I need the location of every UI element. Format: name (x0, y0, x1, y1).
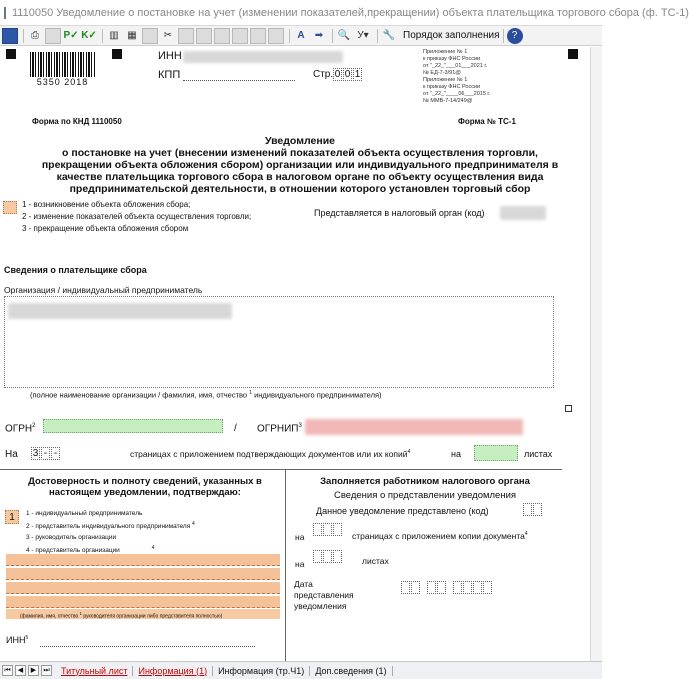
ogrn-slash: / (234, 423, 237, 434)
submission-date-field[interactable] (401, 581, 493, 594)
title-main: Уведомление (264, 135, 335, 147)
officer-sheets-cell (313, 550, 322, 563)
signer-code-field[interactable]: 1 (5, 510, 19, 524)
check-all-icon[interactable]: K✓ (81, 30, 97, 41)
window-titlebar (0, 0, 689, 26)
toolbar-separator (503, 29, 504, 43)
confirm-heading: Достоверность и полноту сведений, указанных в настоящем уведомлении, подтверждаю: (28, 476, 262, 498)
ogrnip-label: ОГРНИП$^3$ (257, 423, 302, 435)
cut-icon[interactable]: ✂ (163, 30, 173, 41)
prev-sheet-button[interactable]: ◀ (15, 665, 26, 676)
toolbar (0, 26, 602, 46)
signer-options: 1 - индивидуальный предприниматель 2 - представитель индивидуального предпринимателя $^4$ 3 - руководитель организации 4 - представитель организации $^4$ (26, 510, 195, 555)
find-icon[interactable]: A (297, 30, 305, 41)
pages-digit: - (51, 447, 60, 460)
barcode-number: 5350 2018 (30, 77, 95, 87)
page-label: Стр. (313, 69, 334, 80)
tab-info-tr1[interactable]: Информация (тр.Ч1) (213, 666, 310, 676)
sheets-on-label: на (451, 449, 461, 459)
pages-digit: - (41, 447, 50, 460)
print-preview-icon[interactable] (45, 28, 61, 44)
date-cell (427, 581, 436, 594)
page-digit: 1 (354, 69, 361, 80)
section-divider (0, 469, 562, 470)
help-icon[interactable]: ? (507, 28, 523, 44)
app-icon (4, 7, 6, 19)
date-cell (463, 581, 472, 594)
knd-code: Форма по КНД 1110050 (32, 117, 122, 126)
officer-pages-text: страницах с приложением копии документа$^4$ (352, 531, 528, 541)
officer-sheets-on-label: на (295, 559, 305, 569)
toolbar-separator (102, 29, 103, 43)
first-sheet-button[interactable]: ⏮ (2, 665, 13, 676)
grid-icon[interactable] (250, 28, 266, 44)
fio-line-4[interactable] (6, 596, 280, 608)
barcode2-icon[interactable]: ▦ (127, 30, 137, 41)
presented-code-cell (523, 503, 532, 516)
officer-sheets-label: листах (362, 556, 389, 566)
toolbar-separator (332, 29, 333, 43)
corner-marker (112, 49, 122, 59)
tab-info-1[interactable]: Информация (1) (133, 666, 213, 676)
date-cell (473, 581, 482, 594)
check-icon[interactable]: P✓ (63, 30, 79, 41)
save-icon[interactable] (2, 28, 18, 44)
org-label: Организация / индивидуальный предприниматель (4, 285, 203, 295)
presented-code-cell (533, 503, 542, 516)
pages-count[interactable] (31, 447, 61, 460)
toolbar-separator (23, 29, 24, 43)
form-title: Уведомление о постановке на учет (внесении изменений показателей объекта осуществления торговли, прекращении объекта обложения сбором) организации или индивидуального предпринимателя в качестве плательщика торгового сбора в налоговом органе по объекту осуществления вида предпринимательской деятельности, в отношении которого установлен торговый сбор (41, 135, 559, 195)
pages-digit: 3 (32, 448, 39, 459)
officer-sheets-cell (323, 550, 332, 563)
submission-subheading: Сведения о представлении уведомления (333, 490, 517, 501)
next-sheet-button[interactable]: ▶ (28, 665, 39, 676)
corner-marker (6, 49, 16, 59)
wrench-icon[interactable]: 🔧 (382, 30, 396, 41)
kpp-label: КПП (158, 69, 181, 81)
fullname-caption: (полное наименование организации / фамилия, имя, отчество $^1$ индивидуального предпринимателя) (30, 390, 382, 400)
tab-title-page[interactable]: Титульный лист (56, 666, 133, 676)
zoom-dropdown[interactable]: У ▾ (357, 30, 369, 41)
page-digit: 0 (344, 69, 351, 80)
ogrn-field[interactable] (43, 419, 223, 433)
inn-value[interactable] (183, 51, 343, 63)
officer-pages-cell (323, 523, 332, 536)
date-cell (401, 581, 410, 594)
sheets-label: листах (524, 449, 553, 459)
kpp-field[interactable] (183, 73, 295, 81)
officer-pages-count[interactable] (313, 523, 343, 536)
last-sheet-button[interactable]: ⏭ (41, 665, 52, 676)
toolbar-separator (377, 29, 378, 43)
next-icon[interactable]: ➡ (314, 30, 324, 41)
officer-pages-cell (313, 523, 322, 536)
page-number (333, 68, 363, 81)
delete-page-icon[interactable] (232, 28, 248, 44)
appendix-note: Приложение № 1 к приказу ФНС России от "_22_"___01___2021 г. № ЕД-7-3/91@ Приложение № 1 к приказу ФНС России от "_22_"____06___2015 г. № ММВ-7-14/249@ (423, 49, 491, 104)
ogrnip-field[interactable] (305, 419, 523, 435)
print-icon[interactable]: ⎙ (31, 30, 39, 41)
vertical-scrollbar[interactable] (590, 47, 602, 661)
submission-date-label: Дата представления уведомления (294, 579, 354, 611)
fio-line-3[interactable] (6, 582, 280, 594)
form-number: Форма № ТС-1 (458, 117, 516, 126)
officer-pages-on-label: на (295, 532, 305, 542)
order-button[interactable]: Порядок заполнения (403, 30, 500, 41)
tab-extra-info[interactable]: Доп.сведения (1) (310, 666, 392, 676)
fio-caption: (фамилия, имя, отчество $^1$ руководителя организации либо представителя полностью) (6, 609, 280, 619)
copy-icon[interactable] (178, 28, 194, 44)
payer-section-title: Сведения о плательщике сбора (4, 265, 147, 275)
toolbar-separator (289, 29, 290, 43)
expand-icon[interactable] (565, 405, 572, 412)
org-name-value (8, 303, 232, 319)
event-code-field[interactable] (3, 201, 17, 214)
officer-sheets-count[interactable] (313, 550, 343, 563)
corner-marker (568, 49, 578, 59)
pages-text: страницах с приложением подтверждающих документов или их копий$^4$ (130, 449, 411, 459)
form-page (0, 47, 590, 661)
date-cell (437, 581, 446, 594)
tax-officer-heading: Заполняется работником налогового органа (320, 476, 530, 487)
signer-inn-field[interactable] (40, 637, 255, 647)
paste-icon[interactable] (196, 28, 212, 44)
presented-code[interactable] (523, 503, 543, 516)
barcode-icon[interactable]: ▥ (109, 30, 119, 41)
ogrn-label: ОГРН$^2$ (5, 423, 36, 435)
sheets-count[interactable] (474, 445, 518, 461)
fio-line-2[interactable] (6, 568, 280, 580)
presented-label: Данное уведомление представлено (код) (316, 506, 489, 516)
date-cell (483, 581, 492, 594)
add-page-icon[interactable] (214, 28, 230, 44)
date-cell (411, 581, 420, 594)
page-digit: 0 (334, 69, 341, 80)
tax-organ-label: Представляется в налоговый орган (код) (314, 208, 485, 218)
pages-on-label: На (5, 449, 18, 460)
date-cell (453, 581, 462, 594)
signer-inn-label: ИНН$^5$ (6, 635, 29, 645)
column-divider (285, 469, 286, 669)
officer-pages-cell (333, 523, 342, 536)
tax-organ-code[interactable] (500, 206, 546, 220)
event-options: 1 - возникновение объекта обложения сбора; 2 - изменение показателей объекта осуществления торговли; 3 - прекращение объекта обложения сбором (22, 200, 252, 233)
fio-line-1[interactable] (6, 554, 280, 566)
inn-label: ИНН (158, 50, 182, 62)
officer-sheets-cell (333, 550, 342, 563)
image-icon[interactable] (268, 28, 284, 44)
window-title: 1110050 Уведомление о постановке на учет (изменении показателей,прекращении) объекта плательщика торгового сбора (ф. ТС-1) (12, 6, 689, 19)
zoom-icon[interactable]: 🔍 (337, 30, 351, 41)
table-icon[interactable] (142, 28, 158, 44)
sheet-tabs (0, 661, 602, 679)
